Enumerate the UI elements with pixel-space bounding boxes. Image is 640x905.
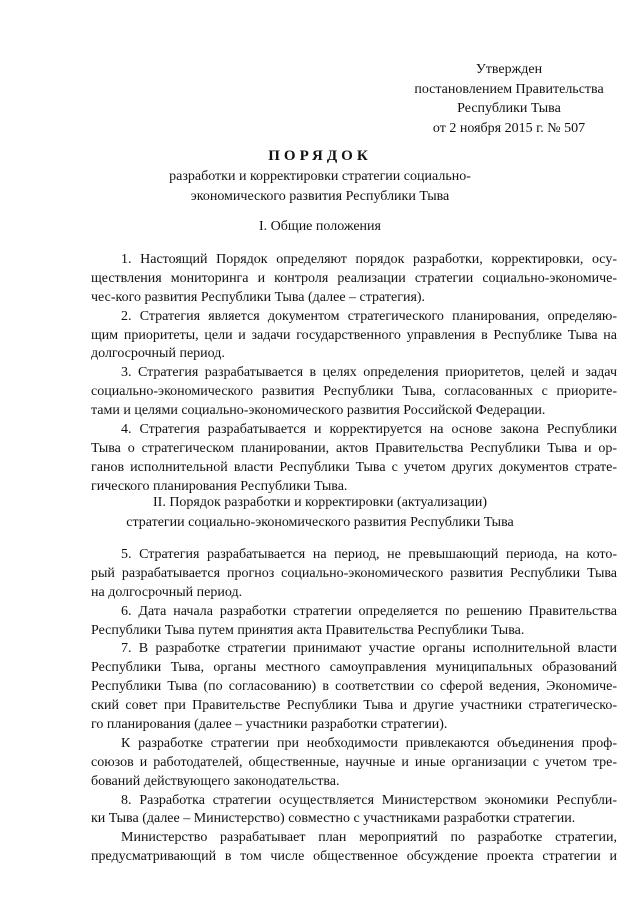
paragraph-8b-line: предусматривающий в том числе общественное обсуждение проекта стратегии и <box>91 849 617 865</box>
paragraph-7b-line: союзов и работодателей, общественные, научные и иные организации с учетом тре- <box>91 754 617 770</box>
paragraph-3-line: тами и целями социально-экономического развития Российской Федерации. <box>91 403 546 419</box>
subtitle-line: экономического развития Республики Тыва <box>190 188 450 204</box>
paragraph-1-line: чес-кого развития Республики Тыва (далее – стратегия). <box>91 289 426 305</box>
paragraph-8-line: 8. Разработка стратегии осуществляется Министерством экономики Республи- <box>121 792 617 808</box>
paragraph-1-line: ществления мониторинга и контроля реализации стратегии социально-экономиче- <box>91 270 617 286</box>
paragraph-2-line: долгосрочный период. <box>91 346 225 362</box>
approval-line: Республики Тыва <box>457 101 561 116</box>
paragraph-6-line: Республики Тыва путем принятия акта Правительства Республики Тыва. <box>91 622 525 638</box>
paragraph-7-line: Республики Тыва (по согласованию) в соответствии со сферой ведения, Экономиче- <box>91 679 617 695</box>
approval-stamp <box>402 60 616 138</box>
section-2-body <box>91 546 617 867</box>
approval-line: Утвержден <box>475 62 543 77</box>
section-2-heading-line: стратегии социально-экономического развития Республики Тыва <box>126 514 514 530</box>
paragraph-4-line: 4. Стратегия разрабатывается и корректируется на основе закона Республики <box>121 422 617 438</box>
approval-line: от 2 ноября 2015 г. № 507 <box>432 120 586 136</box>
paragraph-7-line: 7. В разработке стратегии принимают участие органы исполнительной власти <box>121 641 617 657</box>
document-subtitle <box>0 167 640 206</box>
paragraph-7b-line: К разработке стратегии при необходимости привлекаются объединения проф- <box>121 735 617 751</box>
paragraph-4-line: Тыва о стратегическом планировании, актов Правительства Республики Тыва и ор- <box>91 440 617 456</box>
paragraph-7b-line: бований действующего законодательства. <box>91 773 340 789</box>
paragraph-4-line: гического планирования Республики Тыва. <box>91 478 348 494</box>
subtitle-line: разработки и корректировки стратегии социально- <box>169 169 471 184</box>
paragraph-7-line: Республики Тыва, органы местного самоуправления муниципальных образований <box>91 660 617 676</box>
section-2-heading <box>0 493 640 532</box>
section-2-heading-line: II. Порядок разработки и корректировки (актуализации) <box>153 495 487 510</box>
paragraph-1-line: 1. Настоящий Порядок определяют порядок разработки, корректировки, осу- <box>121 252 617 267</box>
document-title: ПОРЯДОК <box>268 148 372 164</box>
paragraph-3-line: 3. Стратегия разрабатывается в целях определения приоритетов, целей и задач <box>121 365 617 381</box>
paragraph-7-line: го планирования (далее – участники разработки стратегии). <box>91 717 448 733</box>
paragraph-3-line: социально-экономического развития Республики Тыва, согласованных с приорите- <box>91 384 617 400</box>
paragraph-2-line: щим приоритеты, цели и задачи государственного управления в Республике Тыва на <box>91 327 617 343</box>
paragraph-5-line: рый разрабатывается прогноз социально-экономического развития Республики Тыва <box>91 565 617 581</box>
paragraph-5-line: 5. Стратегия разрабатывается на период, не превышающий периода, на кото- <box>121 547 617 562</box>
paragraph-5-line: на долгосрочный период. <box>91 584 243 600</box>
paragraph-8-line: ки Тыва (далее – Министерство) совместно с участниками разработки стратегии. <box>91 811 576 827</box>
paragraph-2-line: 2. Стратегия является документом стратегического планирования, определяю- <box>121 308 617 324</box>
paragraph-4-line: ганов исполнительной власти Республики Тыва с учетом других документов страте- <box>91 459 617 475</box>
section-1-heading: I. Общие положения <box>259 219 381 234</box>
approval-line: постановлением Правительства <box>414 81 604 97</box>
paragraph-7-line: ский совет при Правительстве Республики Тыва и другие участники стратегическо- <box>91 698 617 714</box>
paragraph-6-line: 6. Дата начала разработки стратегии определяется по решению Правительства <box>121 603 617 619</box>
paragraph-8b-line: Министерство разрабатывает план мероприятий по разработке стратегии, <box>121 830 617 846</box>
section-1-body <box>91 251 617 497</box>
